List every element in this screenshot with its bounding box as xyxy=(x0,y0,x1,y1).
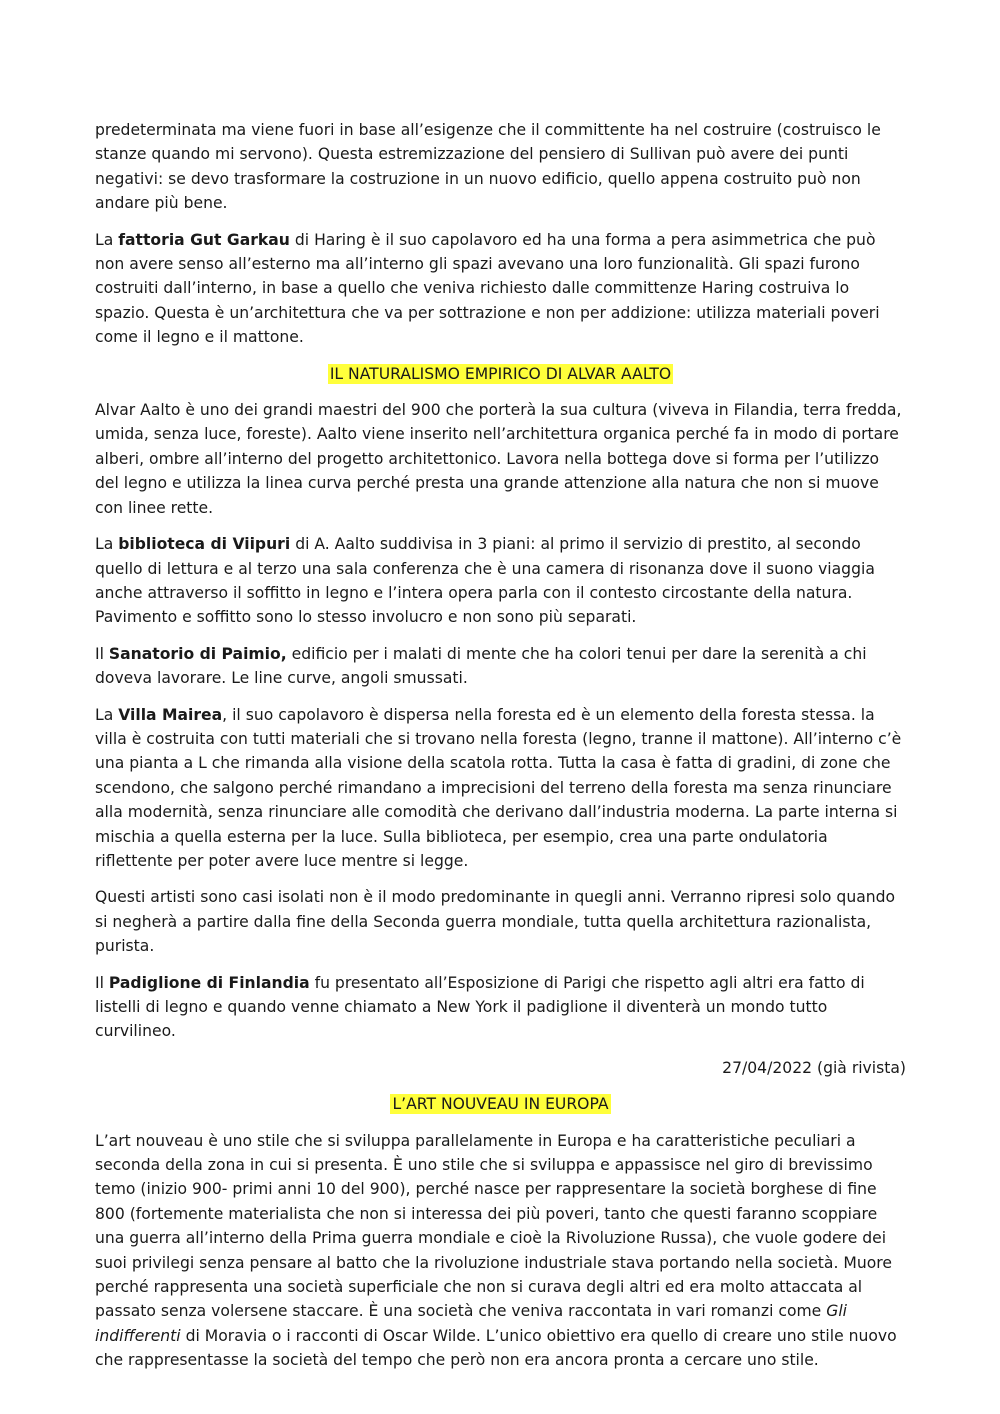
bold-term: fattoria Gut Garkau xyxy=(118,230,290,249)
text-run: La xyxy=(95,535,119,554)
text-run: di Haring è il suo capolavoro ed ha una forma a pera asimmetrica che può non avere senso all’esterno ma all’interno gli spazi avevano una loro funzionalità. Gli spazi furono costruiti dall’interno, in base a quello che veniva richiesto dalle committenze Haring costruiva lo spazio. Questa è un’architettura che va per sottrazione e non per addizione: utilizza materiali poveri come il legno e il mattone. xyxy=(95,230,880,347)
paragraph-art-nouveau xyxy=(95,1129,906,1373)
text-run: , il suo capolavoro è dispersa nella foresta ed è un elemento della foresta stessa. la villa è costruita con tutti materiali che si trovano nella foresta (legno, tranne il mattone). All’interno c’è una pianta a L che rimanda alla visione della scatola rotta. Tutta la casa è fatta di gradini, di zone che scendono, che salgono perché rimandano a imprecisioni del terreno della foresta ma senza rinunciare alla modernità, senza rinunciare alle comodità che derivano dall’industria moderna. La parte interna si mischia a quella esterna per la luce. Sulla biblioteca, per esempio, crea una parte ondulatoria riflettente per poter avere luce mentre si legge. xyxy=(95,705,902,870)
section-heading-aalto xyxy=(95,362,906,386)
text-run: di Moravia o i racconti di Oscar Wilde. L’unico obiettivo era quello di creare uno stile nuovo che rappresentasse la società del tempo che però non era ancora pronta a cercare uno stile. xyxy=(95,1326,897,1370)
paragraph-aalto-intro: Alvar Aalto è uno dei grandi maestri del 900 che porterà la sua cultura (viveva in Filandia, terra fredda, umida, senza luce, foreste). Aalto viene inserito nell’architettura organica perché fa in modo di portare alberi, ombre all’interno del progetto architettonico. Lavora nella bottega dove si forma per l’utilizzo del legno e utilizza la linea curva perché presta una grande attenzione alla natura che non si muove con linee rette. xyxy=(95,401,902,517)
text-run: fu presentato all’Esposizione di Parigi che rispetto agli altri era fatto di listelli di legno e quando venne chiamato a New York il padiglione il diventerà un mondo tutto curvilineo. xyxy=(95,973,865,1041)
paragraph-paimio xyxy=(95,642,906,691)
bold-term: Villa Mairea xyxy=(118,705,223,724)
text-run: L’art nouveau è uno stile che si sviluppa parallelamente in Europa e ha caratteristiche peculiari a seconda della zona in cui si presenta. È uno stile che si sviluppa e appassisce nel giro di brevissimo temo (inizio 900- primi anni 10 del 900), perché nasce per rappresentare la società borghese di fine 800 (fortemente materialista che non si interessa dei più poveri, tanto che questi faranno scoppiare una guerra all’interno della Prima guerra mondiale e cioè la Rivoluzione Russa), che vuole godere dei suoi privilegi senza pensare al batto che la rivoluzione industriale stava portando nella società. Muore perché rappresenta una società superficiale che non si curava degli altri ed era molto attaccata al passato senza volersene staccare. È una società che veniva raccontata in vari romanzi come xyxy=(95,1131,892,1321)
paragraph-villa-mairea xyxy=(95,703,906,874)
text-run: edificio per i malati di mente che ha colori tenui per dare la serenità a chi doveva lavorare. Le line curve, angoli smussati. xyxy=(95,644,867,688)
bold-term: Padiglione di Finlandia xyxy=(108,973,310,992)
paragraph-padiglione xyxy=(95,971,906,1044)
paragraph-gut-garkau xyxy=(95,228,906,350)
bold-term: Sanatorio di Paimio, xyxy=(108,644,287,663)
text-run: di A. Aalto suddivisa in 3 piani: al primo il servizio di prestito, al secondo quello di lettura e al terzo una sala conferenza che è una camera di risonanza dove il suono viaggia anche attraverso il soffitto in legno e l’intera opera parla con il contesto circostante della natura. Pavimento e soffitto sono lo stesso involucro e non sono più separati. xyxy=(95,535,875,627)
italic-title: Gli indifferenti xyxy=(95,1302,847,1345)
text-run: La xyxy=(95,705,119,724)
paragraph-isolated-artists: Questi artisti sono casi isolati non è il modo predominante in quegli anni. Verranno ripresi solo quando si negherà a partire dalla fine della Seconda guerra mondiale, tutta quella architettura razionalista, purista. xyxy=(95,888,896,956)
bold-term: biblioteca di Viipuri xyxy=(118,535,291,554)
text-run: La xyxy=(95,230,119,249)
paragraph-viipuri xyxy=(95,532,906,630)
highlighted-heading: IL NATURALISMO EMPIRICO DI ALVAR AALTO xyxy=(329,364,672,383)
text-run: Il xyxy=(95,644,109,663)
date-line: 27/04/2022 (già rivista) xyxy=(722,1058,906,1077)
text-run: Il xyxy=(95,973,109,992)
paragraph-sullivan: predeterminata ma viene fuori in base all’esigenze che il committente ha nel costruire (costruisco le stanze quando mi servono). Questa estremizzazione del pensiero di Sullivan può avere dei punti negativi: se devo trasformare la costruzione in un nuovo edificio, quello appena costruito può non andare più bene. xyxy=(95,121,881,213)
document-page xyxy=(95,118,906,1385)
section-heading-art-nouveau xyxy=(95,1092,906,1116)
highlighted-heading: L’ART NOUVEAU IN EUROPA xyxy=(392,1095,609,1114)
